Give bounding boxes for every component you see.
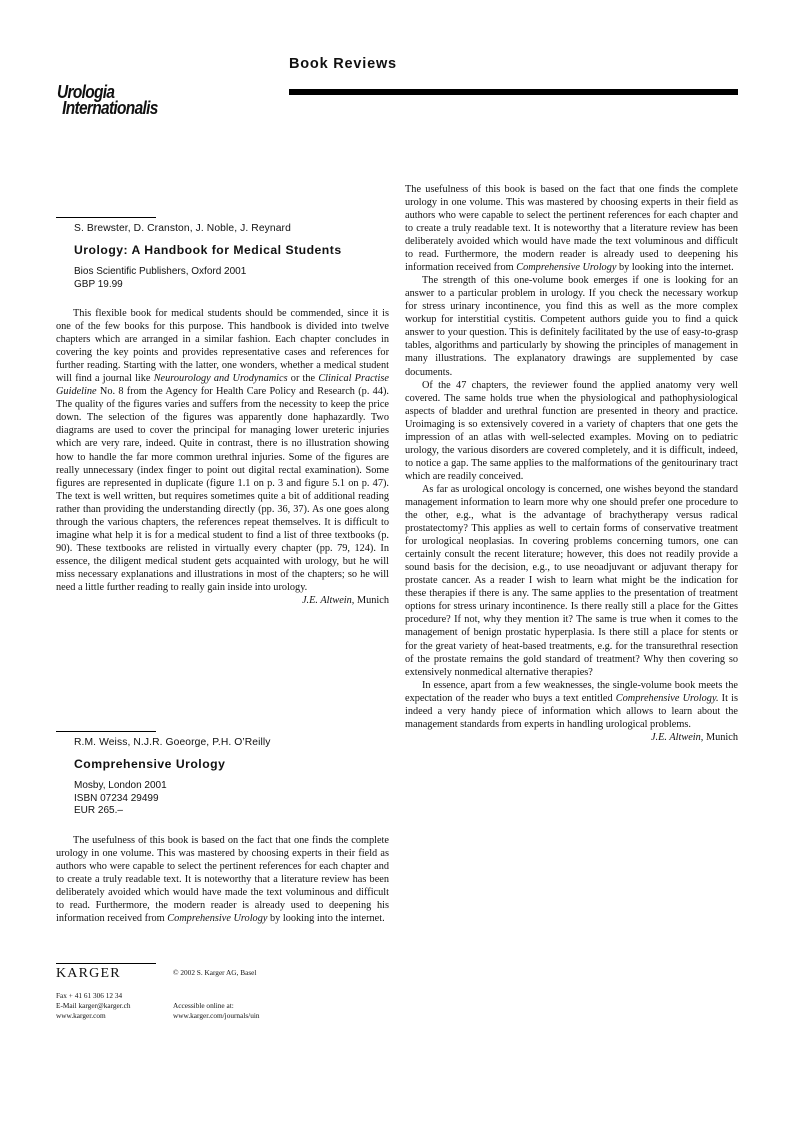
review2-paragraph-5: In essence, apart from a few weaknesses, the single-volume book meets the expectation of the reader who buys a text entitled Comprehensive Urology. It is indeed a very handy piece of information which allows to learn about the management standards from experts in handling urological problems.: [405, 679, 738, 730]
review1-price: GBP 19.99: [74, 278, 123, 290]
review1-body: [56, 307, 389, 607]
review1-authors: S. Brewster, D. Cranston, J. Noble, J. Reynard: [74, 223, 291, 234]
review1-header: [74, 223, 394, 291]
review2-signature: J.E. Altwein, Munich: [650, 731, 738, 743]
review2-paragraph-4: As far as urological oncology is concerned, one wishes beyond the standard management information to learn more why one should prefer one procedure to the other, e.g., what is the advantage of brachytherapy versus radical prostatectomy? This applies as well to certain forms of conservative treatment for urological neoplasias. In covering problems concerning tumors, one can certainly consult the recent literature; however, this does not readily provide a sound basis for the decision, e.g., to use neoadjuvant or adjuvant therapy for prostate cancer. As a reader I wish to learn what might be the indication for these therapies if there is any. The same applies to the presentation of treatment options for stress urinary incontinence. Is there really still a place for the Gittes procedure? If not, why they mention it? The same is true when it comes to the management of benign prostatic hyperplasia. Is there still a place for stents or for the great variety of heat-based treatments, e.g. for the transurethral resection of the prostate remains the gold standard of treatment? Why then covering so extensively nonmedical alternative therapies?: [405, 483, 738, 678]
review2-body-continued: [405, 183, 738, 744]
footer-online: [173, 1001, 260, 1021]
review2-title: Comprehensive Urology: [74, 757, 226, 771]
review2-header: [74, 737, 394, 818]
review1-title: Urology: A Handbook for Medical Students: [74, 243, 342, 257]
footer-fax: Fax + 41 61 306 12 34: [56, 991, 123, 1000]
review2-body-start: [56, 834, 389, 925]
footer-online-label: Accessible online at:: [173, 1001, 234, 1010]
review1-paragraph: This flexible book for medical students should be commended, since it is one of the few books for this purpose. This handbook is divided into twelve chapters which are arranged in a similar fashion. Each chapter concludes in covering the key points and provides representative cases and references for further reading. Starting with the latter, one wonders, whether a medical student will find a journal like Neurourology and Urodynamics or the Clinical Practise Guideline No. 8 from the Agency for Health Care Policy and Research (p. 44). The quality of the figures varies and suffers from the necessity to keep the price down. The selection of the figures was apparently done haphazardly. Two diagrams are used to cover the principal for managing lower ureteric injuries which are very rare, indeed. Quite in contrast, there is no illustration showing how to handle the far more common urethral injuries. Some of the figures are really unnecessary (index finger to point out digital rectal examination). Some figures are represented in duplicate (figure 1.1 on p. 3 and figure 5.1 on p. 47). The text is well written, but requires sometimes quite a bit of additional reading rather than providing the understanding directly (pp. 36, 37). As one goes along through the various chapters, the references repeat themselves. It is difficult to imagine what help it is for a medical student to find a list of three textbooks (p. 90). These textbooks are relisted in virtually every chapter (pp. 79, 124). In essence, the diligent medical student gets acquainted with urology, but he will miss necessary explanations and illustrations in most of the chapters; so he will need a little further reading to really gain inside into urology.: [56, 308, 389, 593]
footer-rule: [56, 963, 156, 964]
review2-publisher: Mosby, London 2001: [74, 780, 167, 791]
review2-paragraph-2: The strength of this one-volume book emerges if one is looking for an answer to a particular problem in urology. If you check the necessary workup for stress urinary incontinence, you find this as well as the more complex workup for interstitial cystitis. Competent authors guide you to find a quick answer to your question. This is definitely facilitated by the use of easy-to-grasp tables, algorithms and particularly by showing the principles of management in many illustrations. The explanatory drawings are supplemented by case documents.: [405, 275, 738, 378]
footer-contact: [56, 991, 131, 1021]
review2-paragraph-3: Of the 47 chapters, the reviewer found the applied anatomy very well covered. The same holds true when the physiological and pathophysiological aspects of bladder and urethral function are presented in theory and practice. Uroimaging is so extensively covered in a variety of chapters that one gets the impression of an atlas with well-selected examples. Moving on to pediatric urology, the various disorders are covered completely, and it is difficult, indeed, to notice a gap. The same applies to the malformations of the genitourinary tract which are readily conceived.: [405, 379, 738, 482]
review1-rule: [56, 217, 156, 218]
section-title: Book Reviews: [289, 56, 397, 72]
review2-isbn: ISBN 07234 29499: [74, 792, 159, 804]
review1-signature: J.E. Altwein, Munich: [301, 595, 389, 607]
review1-publisher: Bios Scientific Publishers, Oxford 2001: [74, 266, 247, 277]
journal-logo-line2: Internationalis: [62, 98, 158, 118]
footer-online-url[interactable]: www.karger.com/journals/uin: [173, 1011, 260, 1020]
review2-price: EUR 265.–: [74, 805, 123, 816]
footer-copyright: © 2002 S. Karger AG, Basel: [173, 968, 257, 977]
footer-email[interactable]: E-Mail karger@karger.ch: [56, 1001, 131, 1010]
review2-paragraph-start: The usefulness of this book is based on the fact that one finds the complete urology in one volume. This was mastered by choosing experts in their field as authors who were capable to select the pertinent references for each chapter and to create a truly readable text. It is noteworthy that a literature review has been deliberately avoided which would have made the text voluminous and difficult to read. Furthermore, the modern reader is already used to deepening his information received from Comprehensive Urology by looking into the internet.: [56, 835, 389, 925]
review2-paragraph-1-continued: The usefulness of this book is based on the fact that one finds the complete urology in one volume. This was mastered by choosing experts in their field as authors who were capable to select the pertinent references for each chapter and to create a truly readable text. It is noteworthy that a literature review has been deliberately avoided which would have made the text voluminous and difficult to read. Furthermore, the modern reader is already used to deepening his information received from Comprehensive Urology by looking into the internet.: [405, 183, 738, 274]
journal-logo: [57, 84, 158, 116]
footer-web[interactable]: www.karger.com: [56, 1011, 106, 1020]
review2-rule: [56, 731, 156, 732]
review2-authors: R.M. Weiss, N.J.R. Goeorge, P.H. O’Reilly: [74, 737, 271, 748]
journal-logo-line1: Urologia: [57, 82, 115, 102]
karger-logo: KARGER: [56, 966, 121, 981]
header-rule: [289, 89, 738, 95]
